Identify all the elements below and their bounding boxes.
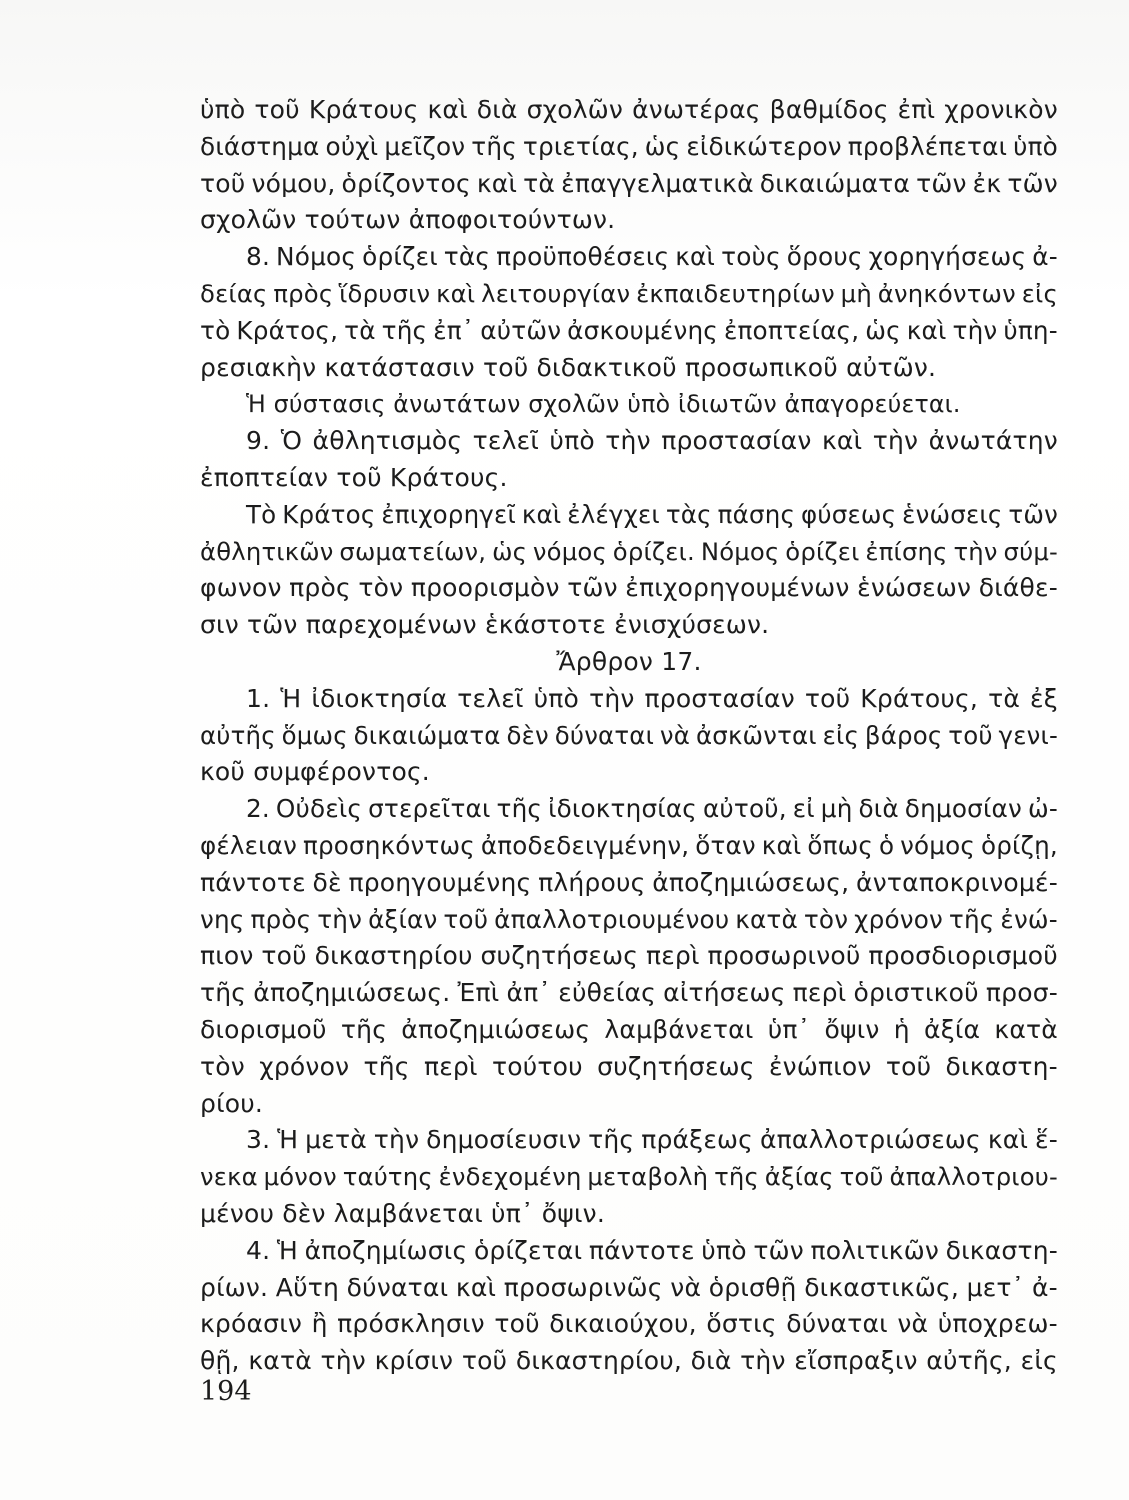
text-line: τῆς ἀποζημιώσεως. Ἐπὶ ἀπ᾽ εὐθείας αἰτήσεως περὶ ὁριστικοῦ προσ-	[200, 978, 1058, 1008]
text-line: 3. Ἡ μετὰ τὴν δημοσίευσιν τῆς πράξεως ἀπαλλοτριώσεως καὶ ἕ-	[246, 1125, 1058, 1155]
text-line: κοῦ συμφέροντος.	[200, 757, 430, 787]
text-line: πάντοτε δὲ προηγουμένης πλήρους ἀποζημιώσεως, ἀνταποκρινομέ-	[200, 867, 1058, 897]
text-line: πιον τοῦ δικαστηρίου συζητήσεως περὶ προσωρινοῦ προσδιορισμοῦ	[200, 941, 1058, 971]
text-line: φέλειαν προσηκόντως ἀποδεδειγμένην, ὅταν καὶ ὅπως ὁ νόμος ὁρίζῃ,	[200, 830, 1058, 860]
text-line: θῇ, κατὰ τὴν κρίσιν τοῦ δικαστηρίου, διὰ τὴν εἴσπραξιν αὐτῆς, εἰς	[200, 1346, 1058, 1376]
text-line: ρίου.	[200, 1088, 264, 1118]
text-line: τὸ Κράτος, τὰ τῆς ἐπ᾽ αὐτῶν ἀσκουμένης ἐποπτείας, ὡς καὶ τὴν ὑπη-	[200, 315, 1058, 345]
text-line: διορισμοῦ τῆς ἀποζημιώσεως λαμβάνεται ὑπ᾽ ὄψιν ἡ ἀξία κατὰ	[200, 1014, 1058, 1044]
text-line: 4. Ἡ ἀποζημίωσις ὁρίζεται πάντοτε ὑπὸ τῶν πολιτικῶν δικαστη-	[246, 1235, 1058, 1265]
text-line: 1. Ἡ ἰδιοκτησία τελεῖ ὑπὸ τὴν προστασίαν τοῦ Κράτους, τὰ ἐξ	[246, 683, 1058, 713]
text-line: σιν τῶν παρεχομένων ἑκάστοτε ἐνισχύσεων.	[200, 610, 770, 640]
text-line: νης πρὸς τὴν ἀξίαν τοῦ ἀπαλλοτριουμένου κατὰ τὸν χρόνον τῆς ἐνώ-	[200, 904, 1058, 934]
text-line: κρόασιν ἢ πρόσκλησιν τοῦ δικαιούχου, ὅστις δύναται νὰ ὑποχρεω-	[200, 1309, 1058, 1339]
text-line: αὐτῆς ὅμως δικαιώματα δὲν δύναται νὰ ἀσκῶνται εἰς βάρος τοῦ γενι-	[200, 720, 1058, 750]
text-line: φωνον πρὸς τὸν προορισμὸν τῶν ἐπιχορηγουμένων ἑνώσεων διάθε-	[200, 573, 1058, 603]
text-line: 2. Οὐδεὶς στερεῖται τῆς ἰδιοκτησίας αὐτοῦ, εἰ μὴ διὰ δημοσίαν ὠ-	[246, 794, 1058, 824]
text-line: Ἡ σύστασις ἀνωτάτων σχολῶν ὑπὸ ἰδιωτῶν ἀπαγορεύεται.	[246, 390, 961, 419]
text-line: ἀθλητικῶν σωματείων, ὡς νόμος ὁρίζει. Νόμος ὁρίζει ἐπίσης τὴν σύμ-	[200, 536, 1058, 566]
text-line: νεκα μόνον ταύτης ἐνδεχομένη μεταβολὴ τῆς ἀξίας τοῦ ἀπαλλοτριου-	[200, 1162, 1058, 1192]
text-line: 9. Ὁ ἀθλητισμὸς τελεῖ ὑπὸ τὴν προστασίαν καὶ τὴν ἀνωτάτην	[246, 426, 1058, 456]
text-line: ἐποπτείαν τοῦ Κράτους.	[200, 462, 508, 492]
text-line: τοῦ νόμου, ὁρίζοντος καὶ τὰ ἐπαγγελματικὰ δικαιώματα τῶν ἐκ τῶν	[200, 168, 1058, 198]
text-line: τὸν χρόνον τῆς περὶ τούτου συζητήσεως ἐνώπιον τοῦ δικαστη-	[200, 1051, 1058, 1081]
text-line: Τὸ Κράτος ἐπιχορηγεῖ καὶ ἐλέγχει τὰς πάσης φύσεως ἑνώσεις τῶν	[246, 499, 1058, 529]
body-text	[200, 92, 1058, 1380]
text-line: ρεσιακὴν κατάστασιν τοῦ διδακτικοῦ προσωπικοῦ αὐτῶν.	[200, 352, 937, 382]
page-number: 194	[200, 1376, 252, 1407]
text-line: σχολῶν τούτων ἀποφοιτούντων.	[200, 205, 616, 235]
text-line: ὑπὸ τοῦ Κράτους καὶ διὰ σχολῶν ἀνωτέρας βαθμίδος ἐπὶ χρονικὸν	[200, 95, 1058, 124]
text-line: 8. Νόμος ὁρίζει τὰς προϋποθέσεις καὶ τοὺς ὅρους χορηγήσεως ἀ-	[246, 242, 1058, 272]
text-line: διάστημα οὐχὶ μεῖζον τῆς τριετίας, ὡς εἰδικώτερον προβλέπεται ὑπὸ	[200, 131, 1058, 161]
text-line: ρίων. Αὕτη δύναται καὶ προσωρινῶς νὰ ὁρισθῇ δικαστικῶς, μετ᾽ ἀ-	[200, 1272, 1058, 1302]
text-line: μένου δὲν λαμβάνεται ὑπ᾽ ὄψιν.	[200, 1198, 605, 1228]
text-line: δείας πρὸς ἵδρυσιν καὶ λειτουργίαν ἐκπαιδευτηρίων μὴ ἀνηκόντων εἰς	[200, 278, 1058, 308]
article-heading: Ἄρθρον 17.	[556, 646, 702, 676]
